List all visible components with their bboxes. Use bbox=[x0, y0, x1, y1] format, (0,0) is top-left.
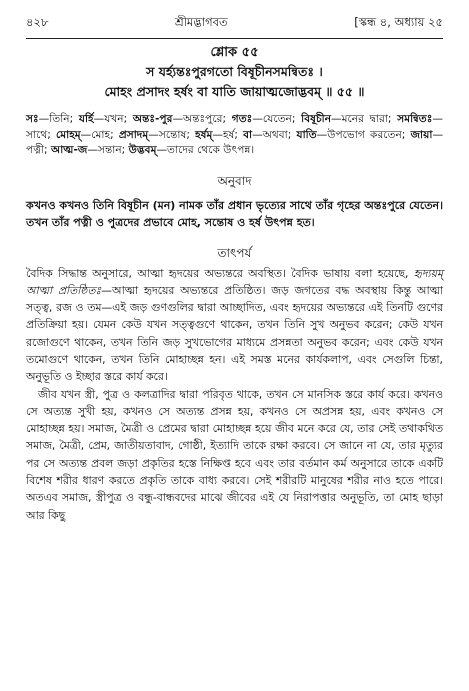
synonym-entry bbox=[133, 113, 232, 125]
synonym-entry bbox=[119, 129, 195, 141]
verse-line-2: মোহং প্রসাদং হর্ষং বা যাতি জায়াত্মজোদ্ভবম্ ॥ ৫৫ ॥ bbox=[104, 84, 365, 99]
synonym-word: আত্ম-জ bbox=[50, 144, 88, 156]
synonym-word: যর্হি bbox=[78, 113, 94, 125]
synonym-word: উদ্ভবম্ bbox=[128, 144, 157, 156]
synonym-word: গতঃ bbox=[231, 113, 253, 125]
synonym-meaning: —তাদের থেকে উৎপন্ন। bbox=[156, 144, 255, 156]
verse-title: শ্লোক ৫৫ bbox=[210, 45, 259, 60]
synonym-word: সঃ bbox=[26, 113, 39, 125]
synonym-entry bbox=[232, 113, 301, 125]
synonym-meaning: —তিনি; bbox=[38, 113, 79, 125]
synonym-word: বিষূচীন bbox=[301, 113, 332, 125]
purport-p1-rest: —আত্মা হৃদয়ের অভ্যন্তরে প্রতিষ্ঠিত। জড় জগতের বদ্ধ অবস্থায় কিন্তু আত্মা সত্ত্ব, রজ ও তম—এই জড় গুণগুলির দ্বারা আচ্ছাদিত, এবং হৃদয়ের অভ্যন্তরে এই তিনটি গুণের প্রতিক্রিয়া হয়। যেমন কেউ যখন সত্ত্বগুণে থাকেন, তখন তিনি সুখ অনুভব করেন; কেউ যখন রজোগুণে থাকেন, তখন তিনি জড় সুখভোগের মাধ্যমে প্রসন্নতা অনুভব করেন; এবং কেউ যখন তমোগুণে থাকেন, তখন তিনি মোহাচ্ছন্ন হন। এই সমস্ত মনের কার্যকলাপ, এবং সেগুলি চিন্তা, অনুভূতি ও ইচ্ছার স্তরে কার্য করে। bbox=[26, 283, 443, 384]
purport-p1-start: বৈদিক সিদ্ধান্ত অনুসারে, আত্মা হৃদয়ের অভ্যন্তরে অবস্থিত। বৈদিক ভাষায় বলা হয়েছে, bbox=[26, 266, 414, 280]
synonym-meaning: —যেতেন; bbox=[252, 113, 302, 125]
synonym-entry bbox=[301, 113, 397, 125]
chapter-reference: [স্কন্ধ ৪, অধ্যায় ২৫ bbox=[354, 15, 443, 29]
page-header bbox=[26, 0, 443, 34]
translation-text: কখনও কখনও তিনি বিষূচীন (মন) নামক তাঁর প্রধান ভৃত্যের সাথে তাঁর গৃহের অন্তঃপুরে যেতেন। তখন তাঁর পত্নী ও পুত্রদের প্রভাবে মোহ, সন্তোষ ও হর্ষ উৎপন্ন হত। bbox=[26, 198, 443, 229]
synonym-entry bbox=[195, 129, 243, 141]
synonym-entry bbox=[26, 113, 79, 125]
book-title: শ্রীমদ্ভাগবত bbox=[174, 15, 228, 29]
synonym-entry bbox=[79, 113, 133, 125]
synonym-meaning: —মোহ; bbox=[80, 128, 119, 141]
synonym-meaning: —হর্ষ; bbox=[212, 128, 244, 141]
purport-paragraph-2: জীব যখন স্ত্রী, পুত্র ও কলত্রাদির দ্বারা পরিবৃত থাকে, তখন সে মানসিক স্তরে কার্য করে। কখনও সে অত্যন্ত সুখী হয়, কখনও সে অত্যন্ত প্রসন্ন হয়, কখনও সে অপ্রসন্ন হয়, এবং কখনও সে মোহাচ্ছন্ন হয়। সমাজ, মৈত্রী ও প্রেমের দ্বারা মোহাচ্ছন্ন হয়ে জীব মনে করে যে, তার সেই তথাকথিত সমাজ, মৈত্রী, প্রেম, জাতীয়তাবাদ, গোষ্ঠী, ইত্যাদি তাকে রক্ষা করবে। সে জানে না যে, তার মৃত্যুর পর সে অত্যন্ত প্রবল জড়া প্রকৃতির হস্তে নিক্ষিপ্ত হবে এবং তার বর্তমান কর্ম অনুসারে তাকে একটি বিশেষ শরীর ধারণ করতে প্রকৃতি তাকে বাধ্য করবে। সেই শরীরটি মানুষের শরীর নাও হতে পারে। অতএব সমাজ, স্ত্রীপুত্র ও বন্ধু-বান্ধবদের মাঝে জীবের এই যে নিরাপত্তার অনুভূতি, তা মোহ ছাড়া আর কিছু bbox=[26, 387, 443, 522]
synonym-word: যাতি bbox=[296, 128, 317, 141]
synonym-word: সমন্বিতঃ bbox=[397, 113, 433, 125]
verse-block bbox=[26, 44, 443, 102]
synonym-word: বা bbox=[243, 128, 253, 141]
synonym-entry bbox=[296, 129, 410, 141]
synonym-meaning: —অন্তঃপুরে; bbox=[172, 113, 232, 125]
purport-sanskrit-quote: হৃদ্যয়ম্ আত্মা প্রতিষ্ঠিতঃ bbox=[26, 266, 443, 297]
synonym-entry bbox=[129, 144, 255, 156]
synonym-entry bbox=[56, 129, 119, 141]
synonym-word: প্রসাদম্ bbox=[118, 128, 149, 141]
purport-body bbox=[26, 265, 443, 524]
synonym-meaning: —যখন; bbox=[93, 113, 133, 125]
synonym-word: জায়া bbox=[410, 128, 433, 141]
synonym-meaning: —মনের দ্বারা; bbox=[331, 113, 398, 125]
synonym-meaning: —পত্নী; bbox=[26, 128, 444, 156]
verse-line-1: স যর্হ্যন্তঃপুরগতো বিষূচীনসমন্বিতঃ । bbox=[146, 64, 323, 79]
synonym-word: মোহম্ bbox=[55, 128, 81, 141]
word-for-word-synonyms bbox=[26, 112, 443, 159]
synonym-word: অন্তঃ-পুর bbox=[132, 113, 173, 125]
translation-heading: অনুবাদ bbox=[217, 173, 252, 188]
synonym-word: হর্ষম্ bbox=[195, 128, 213, 141]
synonym-meaning: —অথবা; bbox=[252, 128, 297, 141]
synonym-entry bbox=[243, 129, 296, 141]
header-rule bbox=[26, 38, 443, 39]
synonym-meaning: —সন্তোষ; bbox=[148, 128, 196, 141]
synonym-entry bbox=[51, 144, 129, 156]
purport-paragraph-1 bbox=[26, 265, 443, 386]
synonym-meaning: —সাথে; bbox=[26, 113, 443, 141]
synonym-meaning: —উপভোগ করতেন; bbox=[316, 128, 411, 141]
purport-heading: তাৎপর্য bbox=[217, 245, 252, 260]
page-number: ৪২৮ bbox=[26, 15, 49, 29]
synonym-meaning: —সন্তান; bbox=[87, 144, 129, 156]
